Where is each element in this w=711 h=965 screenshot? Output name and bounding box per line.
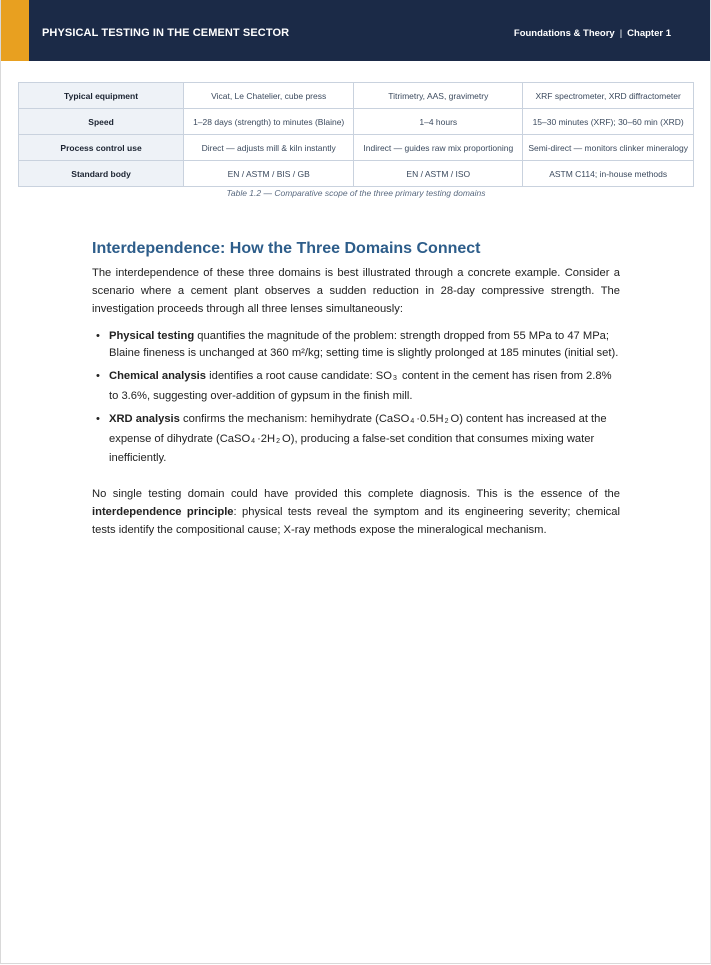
- chapter-info: [514, 28, 671, 39]
- table-cell: Vicat, Le Chatelier, cube press: [184, 83, 354, 109]
- table-cell: XRF spectrometer, XRD diffractometer: [523, 83, 694, 109]
- row-label: Process control use: [19, 135, 184, 161]
- list-item: [92, 368, 620, 404]
- header-accent-bar: [0, 0, 29, 61]
- section-heading: Interdependence: How the Three Domains Connect: [92, 240, 481, 257]
- bullet-text: O) content has increased at the expense of dihydrate (CaSO: [109, 413, 607, 445]
- comparison-table: [18, 82, 694, 187]
- list-item: [92, 328, 620, 361]
- closing-paragraph: [92, 485, 620, 539]
- bullet-text: O), producing a false-set condition that consumes mixing water inefficiently.: [109, 432, 595, 464]
- main-content: [92, 240, 620, 539]
- table-row: [19, 135, 694, 161]
- table-cell: Indirect — guides raw mix proportioning: [354, 135, 523, 161]
- table-cell: EN / ASTM / BIS / GB: [184, 161, 354, 187]
- subscript: 3: [392, 375, 397, 382]
- table-cell: Semi-direct — monitors clinker mineralogy: [523, 135, 694, 161]
- subscript: 4: [410, 418, 415, 425]
- bullet-text: content in the cement has risen from 2.8% to 3.6%, suggesting over-addition of gypsum in the finish mill.: [109, 370, 612, 402]
- table-cell: Titrimetry, AAS, gravimetry: [354, 83, 523, 109]
- row-label: Typical equipment: [19, 83, 184, 109]
- table-cell: EN / ASTM / ISO: [354, 161, 523, 187]
- bullet-text: ·2H: [257, 432, 276, 445]
- page-header: [0, 0, 711, 61]
- header-separator: |: [619, 28, 623, 39]
- bullet-text: identifies a root cause candidate: SO: [206, 370, 392, 382]
- row-label: Standard body: [19, 161, 184, 187]
- findings-list: [92, 328, 620, 467]
- subscript: 2: [444, 418, 449, 425]
- table-cell: 15–30 minutes (XRF); 30–60 min (XRD): [523, 109, 694, 135]
- bullet-icon: •: [96, 370, 100, 382]
- table-cell: 1–4 hours: [354, 109, 523, 135]
- row-label: Speed: [19, 109, 184, 135]
- subscript: 2: [276, 437, 281, 445]
- table-caption: Table 1.2 — Comparative scope of the three primary testing domains: [226, 188, 486, 198]
- table-row: [19, 161, 694, 187]
- bullet-term: XRD analysis: [109, 413, 180, 425]
- bullet-term: Chemical analysis: [109, 370, 207, 382]
- chapter-label: Chapter 1: [627, 28, 671, 39]
- table-cell: ASTM C114; in-house methods: [523, 161, 694, 187]
- bullet-term: Physical testing: [109, 330, 195, 342]
- intro-paragraph: The interdependence of these three domains is best illustrated through a concrete example. Consider a scenario where a cement plant observes a sudden reduction in 28-day compressive strength. The investigation proceeds through all three lenses simultaneously:: [92, 267, 620, 315]
- bullet-text: ·0.5H: [416, 413, 444, 425]
- table-cell: 1–28 days (strength) to minutes (Blaine): [184, 109, 354, 135]
- subscript: 4: [251, 437, 256, 445]
- table-cell: Direct — adjusts mill & kiln instantly: [184, 135, 354, 161]
- bullet-text: quantifies the magnitude of the problem: strength dropped from 55 MPa to 47 MPa; Blaine fineness is unchanged at 360 m²/kg; setting time is slightly prolonged at 185 minutes (initial set).: [109, 330, 619, 359]
- section-name: Foundations & Theory: [513, 28, 615, 39]
- bullet-text: confirms the mechanism: hemihydrate (CaSO: [179, 413, 410, 425]
- principle-term: interdependence principle: [92, 505, 234, 518]
- bullet-icon: •: [96, 330, 100, 342]
- closing-text: : physical tests reveal the symptom and its engineering severity; chemical tests identify the compositional cause; X-ray methods expose the mineralogical mechanism.: [92, 505, 620, 536]
- table-row: [19, 83, 694, 109]
- table-row: [19, 109, 694, 135]
- running-title: PHYSICAL TESTING IN THE CEMENT SECTOR: [42, 27, 290, 39]
- list-item: [92, 411, 620, 467]
- closing-text: No single testing domain could have provided this complete diagnosis. This is the essence of the: [92, 487, 620, 500]
- bullet-icon: •: [96, 413, 100, 425]
